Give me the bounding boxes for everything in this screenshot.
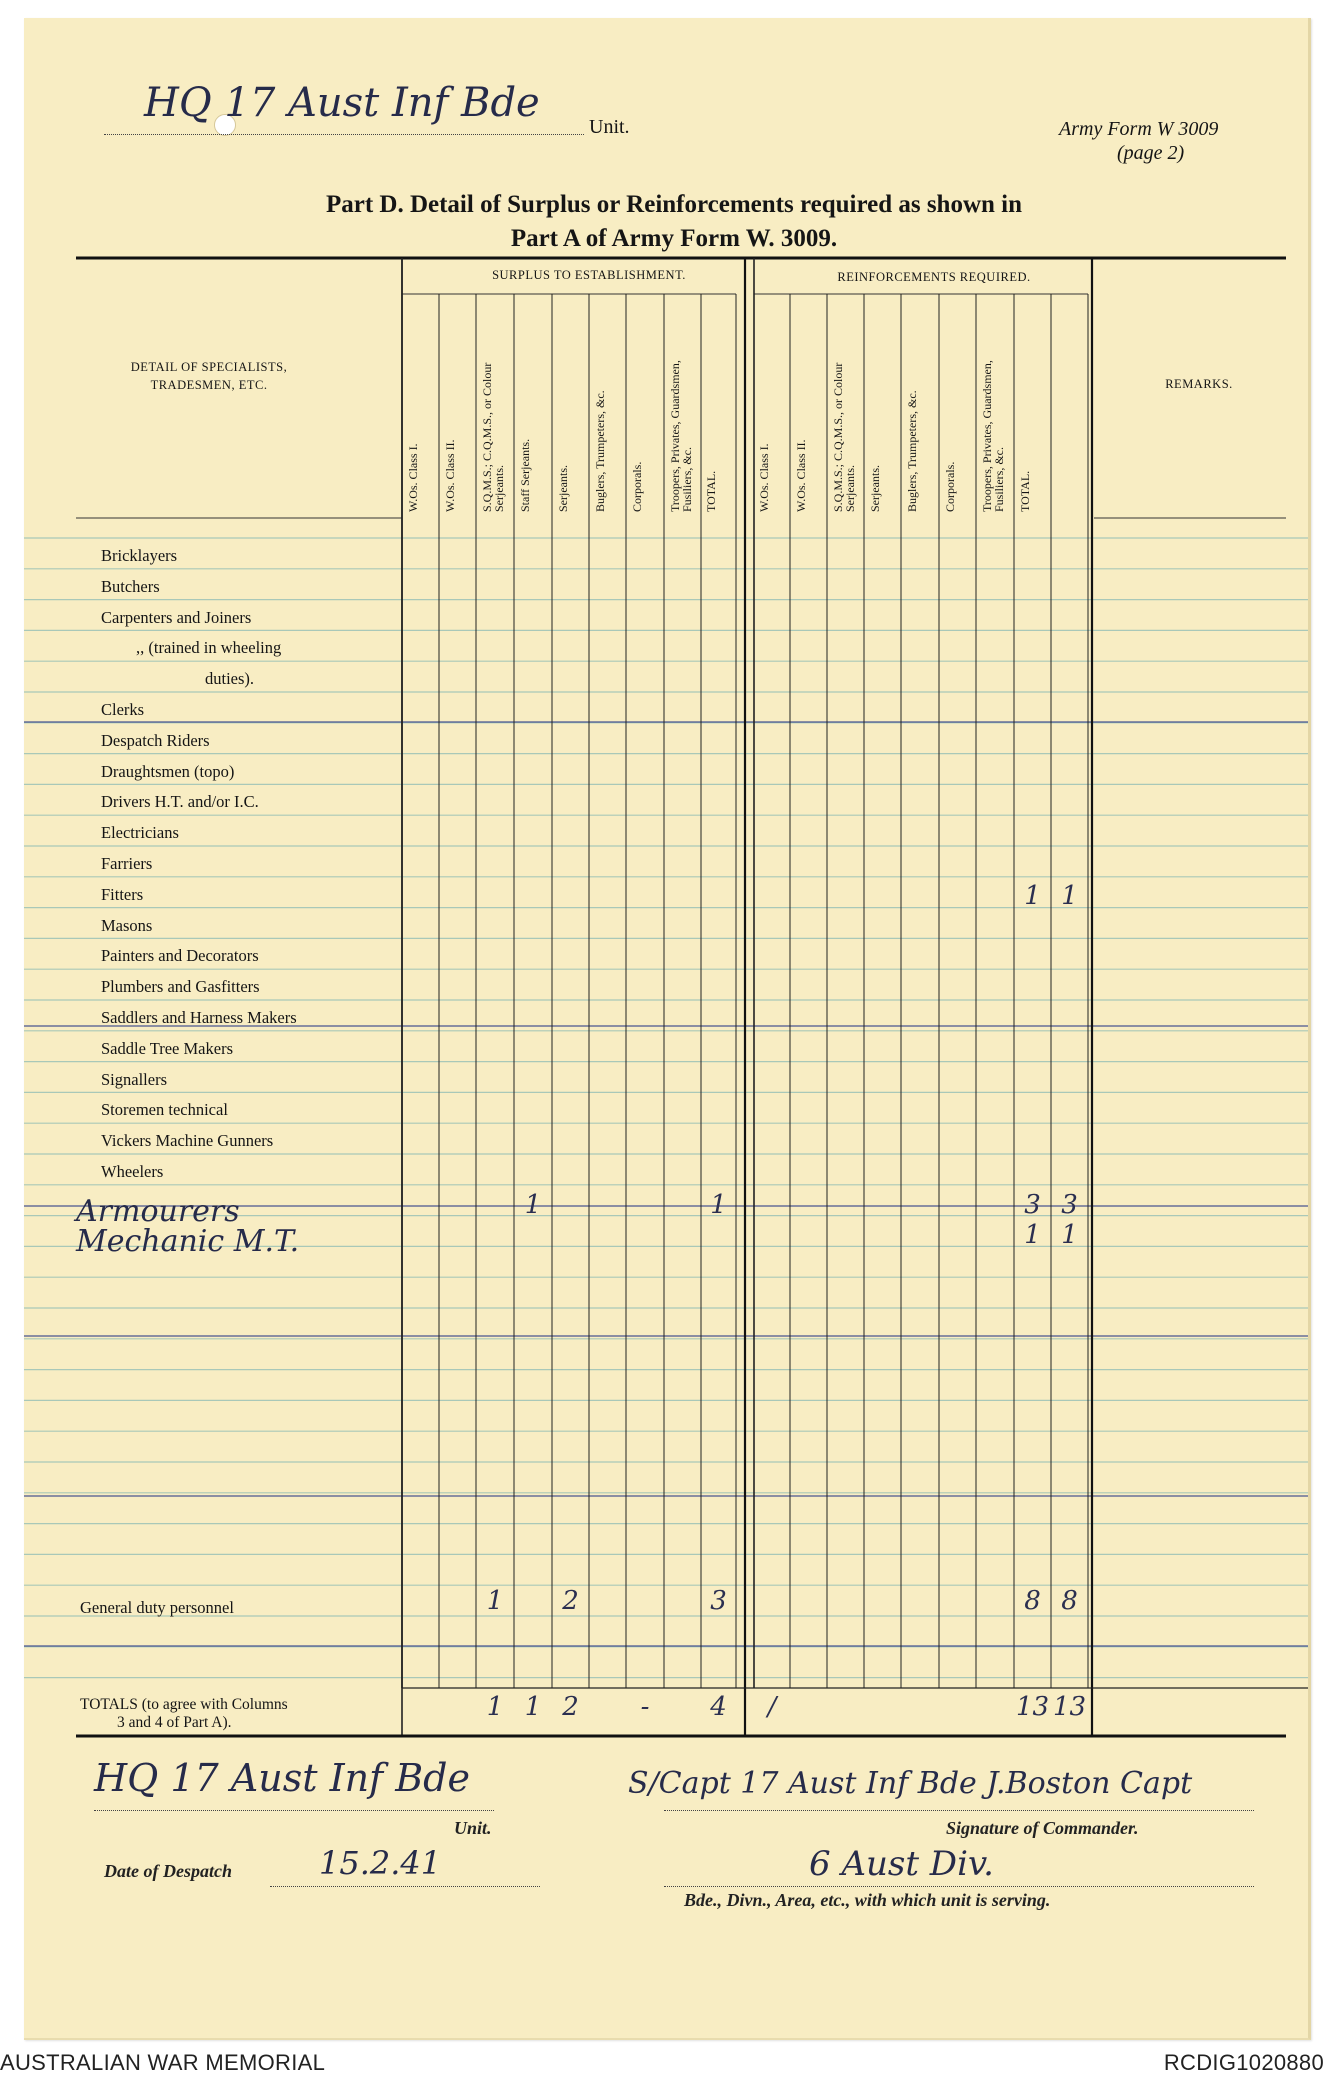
- reinforcement-column-label: S.Q.M.S.; C.Q.M.S., or Colour Serjeants.: [830, 362, 857, 512]
- cell-entry: 8: [1024, 1586, 1041, 1616]
- cell-entry: 3: [710, 1586, 727, 1616]
- row-label: Signallers: [101, 1069, 167, 1089]
- cell-entry: -: [640, 1692, 650, 1722]
- totals-label: TOTALS (to agree with Columns: [80, 1696, 288, 1713]
- cell-entry: 3: [1024, 1190, 1041, 1220]
- reinforcement-column-label: Serjeants.: [867, 465, 882, 512]
- date-handwriting: 15.2.41: [319, 1844, 442, 1882]
- row-label: Bricklayers: [101, 546, 178, 565]
- surplus-column-label: S.Q.M.S.; C.Q.M.S., or Colour Serjeants.: [480, 362, 506, 512]
- reinforcement-column-label: W.Os. Class II.: [793, 439, 808, 512]
- row-label: Drivers H.T. and/or I.C.: [101, 792, 259, 812]
- row-label: Fitters: [101, 884, 144, 904]
- header-unit-label: Unit.: [589, 116, 630, 138]
- surplus-column-label: Serjeants.: [555, 465, 570, 512]
- caption-right: RCDIG1020880: [1163, 2050, 1324, 2075]
- handwritten-row-label: Mechanic M.T.: [76, 1224, 300, 1259]
- cell-entry: 8: [1061, 1586, 1078, 1616]
- cell-entry: 3: [1061, 1190, 1078, 1220]
- form-name: Army Form W 3009: [1059, 118, 1219, 140]
- cell-entry: 1: [1061, 880, 1078, 911]
- title-line-2: Part A of Army Form W. 3009.: [510, 225, 838, 252]
- cell-entry: 2: [562, 1692, 579, 1722]
- handwritten-row-label: Armourers: [76, 1194, 240, 1229]
- surplus-column-label: Corporals.: [630, 461, 644, 512]
- reinforcement-column-label: TOTAL.: [1017, 470, 1032, 512]
- bde-line: [664, 1884, 1254, 1887]
- cell-entry: 1: [1024, 1220, 1041, 1250]
- surplus-column-label: Staff Serjeants.: [518, 438, 532, 512]
- row-label: Despatch Riders: [101, 730, 210, 750]
- bde-label: Bde., Divn., Area, etc., with which unit is serving.: [684, 1890, 1051, 1910]
- reinforcements-header: REINFORCEMENTS REQUIRED.: [837, 270, 1031, 284]
- footer-unit-handwriting: HQ 17 Aust Inf Bde: [94, 1756, 470, 1800]
- cell-entry: 1: [486, 1586, 504, 1616]
- row-label: ,, (trained in wheeling: [136, 638, 282, 658]
- cell-entry: 1: [710, 1190, 727, 1220]
- row-label: Carpenters and Joiners: [101, 607, 252, 627]
- cell-entry: 1: [1061, 1220, 1078, 1250]
- form-table-grid: [24, 18, 1308, 2038]
- cell-entry: 1: [524, 1190, 542, 1220]
- cell-entry: 1: [1024, 880, 1041, 911]
- cell-entry: 1: [486, 1692, 504, 1722]
- form-sheet: [24, 18, 1311, 2040]
- row-label: Saddlers and Harness Makers: [101, 1008, 297, 1027]
- row-label: Draughtsmen (topo): [101, 761, 235, 781]
- title-line-1: Part D. Detail of Surplus or Reinforcements required as shown in: [325, 191, 1023, 218]
- row-label: duties).: [205, 669, 255, 689]
- cell-entry: 13: [1015, 1692, 1050, 1722]
- row-label: Butchers: [101, 576, 160, 596]
- row-label: Saddle Tree Makers: [101, 1038, 233, 1058]
- cell-entry: /: [767, 1692, 777, 1722]
- reinforcement-column-label: Troopers, Privates, Guardsmen, Fusiliers, &c.: [980, 360, 1006, 512]
- detail-header: DETAIL OF SPECIALISTS, TRADESMEN, ETC.: [130, 360, 288, 392]
- row-label: Electricians: [101, 823, 179, 843]
- surplus-column-label: W.Os. Class II.: [442, 439, 457, 512]
- surplus-column-label: TOTAL.: [703, 470, 718, 512]
- totals-label: 3 and 4 of Part A).: [117, 1714, 232, 1731]
- surplus-column-label: Troopers, Privates, Guardsmen, Fusiliers, &c.: [667, 360, 694, 512]
- row-label: Painters and Decorators: [101, 946, 259, 966]
- signature-label: Signature of Commander.: [946, 1818, 1139, 1838]
- surplus-header: SURPLUS TO ESTABLISHMENT.: [492, 268, 686, 282]
- cell-entry: 1: [524, 1692, 542, 1722]
- row-label: Masons: [101, 915, 153, 935]
- caption-left: AUSTRALIAN WAR MEMORIAL: [0, 2050, 326, 2075]
- row-label: Vickers Machine Gunners: [101, 1131, 274, 1151]
- signature-line: [664, 1808, 1254, 1811]
- surplus-column-label: W.Os. Class I.: [405, 443, 420, 512]
- reinforcement-column-label: Corporals.: [942, 461, 957, 512]
- cell-entry: 2: [562, 1586, 579, 1616]
- date-label: Date of Despatch: [104, 1861, 232, 1881]
- header-unit-handwriting: HQ 17 Aust Inf Bde: [144, 80, 540, 126]
- row-label: Storemen technical: [101, 1100, 228, 1120]
- reinforcement-column-label: W.Os. Class I.: [757, 443, 771, 512]
- cell-entry: 13: [1052, 1692, 1087, 1722]
- row-label: Clerks: [101, 700, 145, 719]
- bde-handwriting: 6 Aust Div.: [809, 1844, 994, 1884]
- date-line: [270, 1884, 540, 1887]
- footer-unit-line: [94, 1808, 494, 1811]
- remarks-header: REMARKS.: [1165, 377, 1233, 391]
- cell-entry: 4: [710, 1692, 727, 1722]
- signature-handwriting: S/Capt 17 Aust Inf Bde J.Boston Capt: [628, 1766, 1193, 1801]
- form-page: (page 2): [1117, 142, 1185, 164]
- row-label: Wheelers: [101, 1162, 164, 1181]
- reinforcement-column-label: Buglers, Trumpeters, &c.: [905, 390, 919, 512]
- row-label: Plumbers and Gasfitters: [101, 977, 260, 997]
- footer-unit-label: Unit.: [454, 1818, 492, 1838]
- general-duty-label: General duty personnel: [80, 1598, 234, 1617]
- row-label: Farriers: [101, 854, 153, 873]
- surplus-column-label: Buglers, Trumpeters, &c.: [592, 390, 607, 512]
